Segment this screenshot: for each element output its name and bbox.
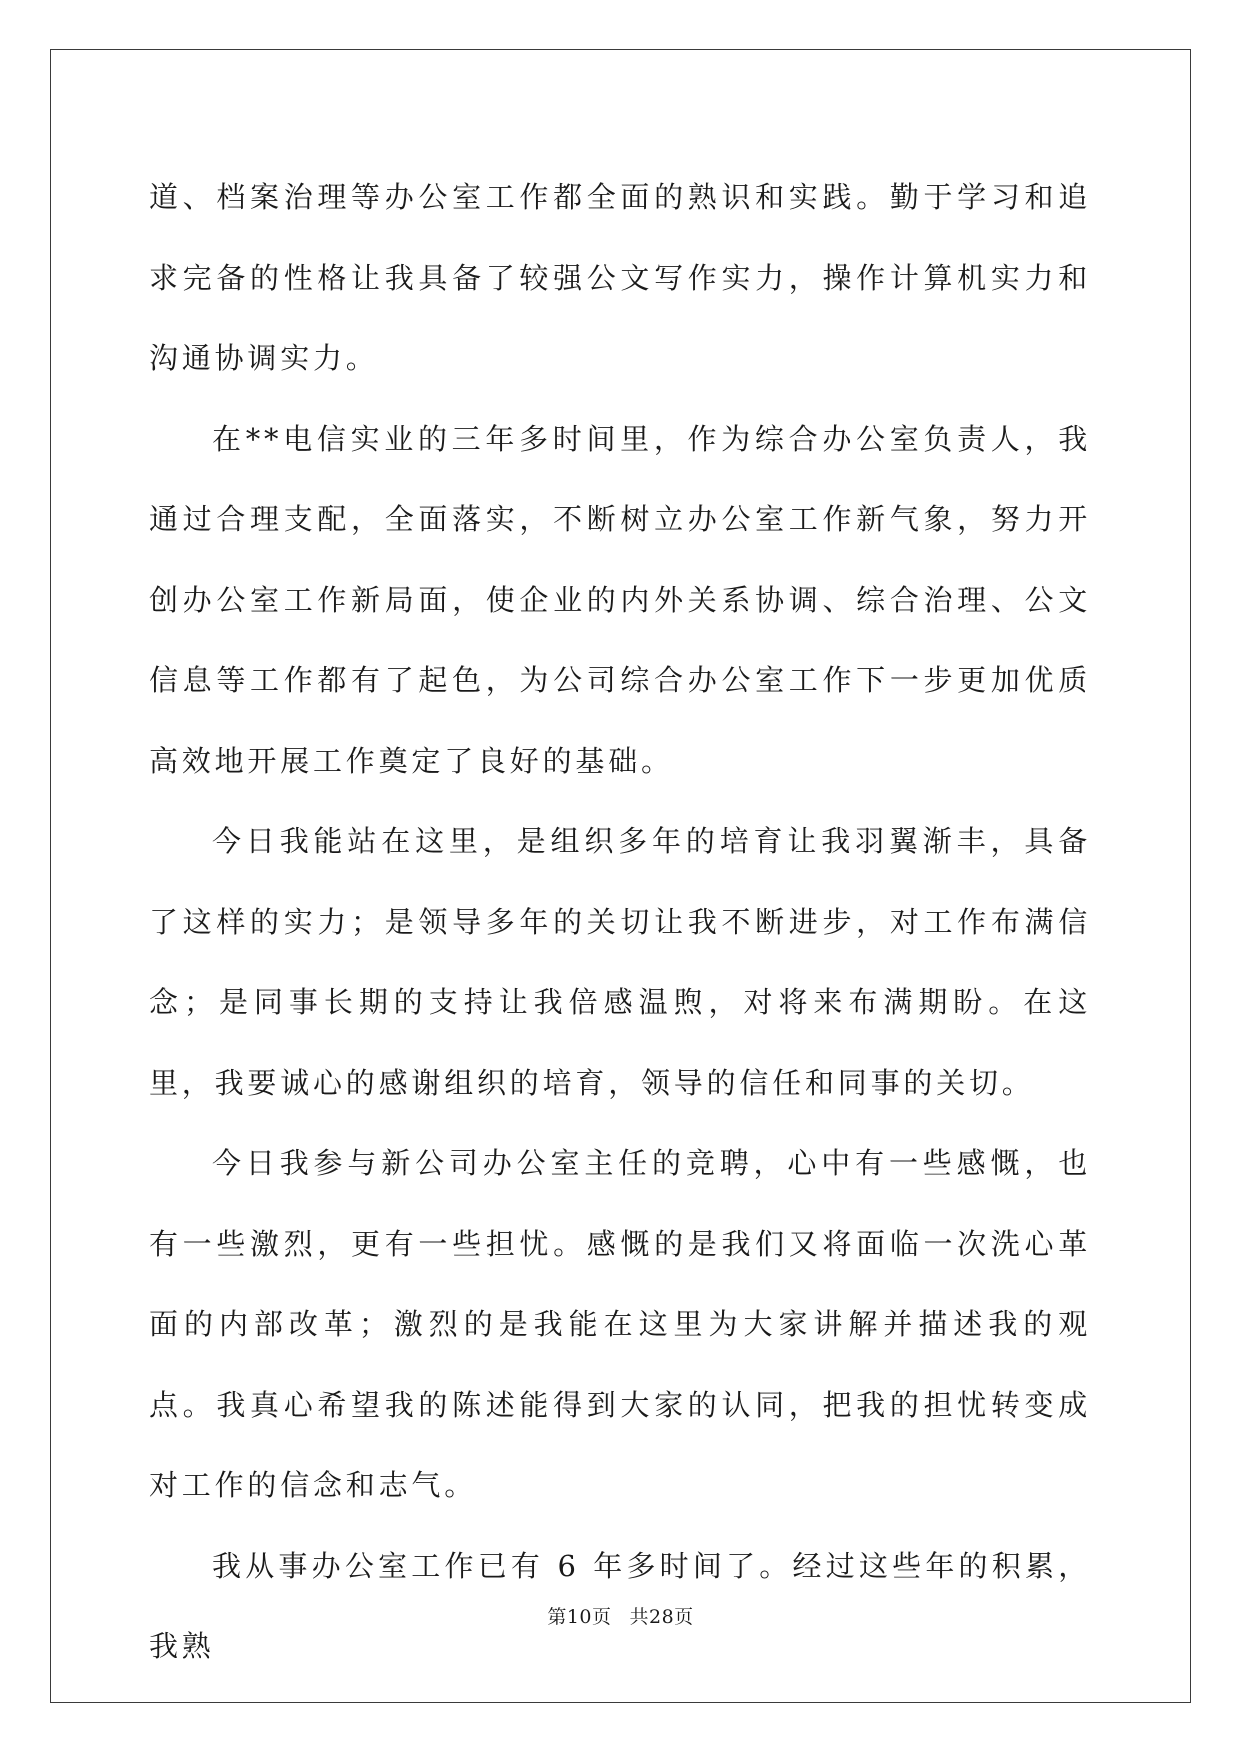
paragraph-5: 我从事办公室工作已有 6 年多时间了。经过这些年的积累，我熟 (149, 1548, 1091, 1663)
paragraph-4: 今日我参与新公司办公室主任的竞聘，心中有一些感慨，也有一些激烈，更有一些担忧。感慨的是我们又将面临一次洗心革面的内部改革；激烈的是我能在这里为大家讲解并描述我的观点。我真心希望我的陈述能得到大家的认同，把我的担忧转变成对工作的信念和志气。 (149, 1146, 1091, 1502)
paragraph-3: 今日我能站在这里，是组织多年的培育让我羽翼渐丰，具备了这样的实力；是领导多年的关切让我不断进步，对工作布满信念；是同事长期的支持让我倍感温煦，对将来布满期盼。在这里，我要诚心的感谢组织的培育，领导的信任和同事的关切。 (149, 824, 1091, 1100)
total-pages-label: 共28页 (629, 1606, 694, 1628)
page-footer (0, 1602, 1241, 1629)
document-body (149, 157, 1091, 1687)
paragraph-1: 道、档案治理等办公室工作都全面的熟识和实践。勤于学习和追求完备的性格让我具备了较强公文写作实力，操作计算机实力和沟通协调实力。 (149, 180, 1091, 375)
current-page-label: 第10页 (547, 1606, 612, 1628)
paragraph-2: 在**电信实业的三年多时间里，作为综合办公室负责人，我通过合理支配，全面落实，不断树立办公室工作新气象，努力开创办公室工作新局面，使企业的内外关系协调、综合治理、公文信息等工作都有了起色，为公司综合办公室工作下一步更加优质高效地开展工作奠定了良好的基础。 (149, 421, 1091, 778)
